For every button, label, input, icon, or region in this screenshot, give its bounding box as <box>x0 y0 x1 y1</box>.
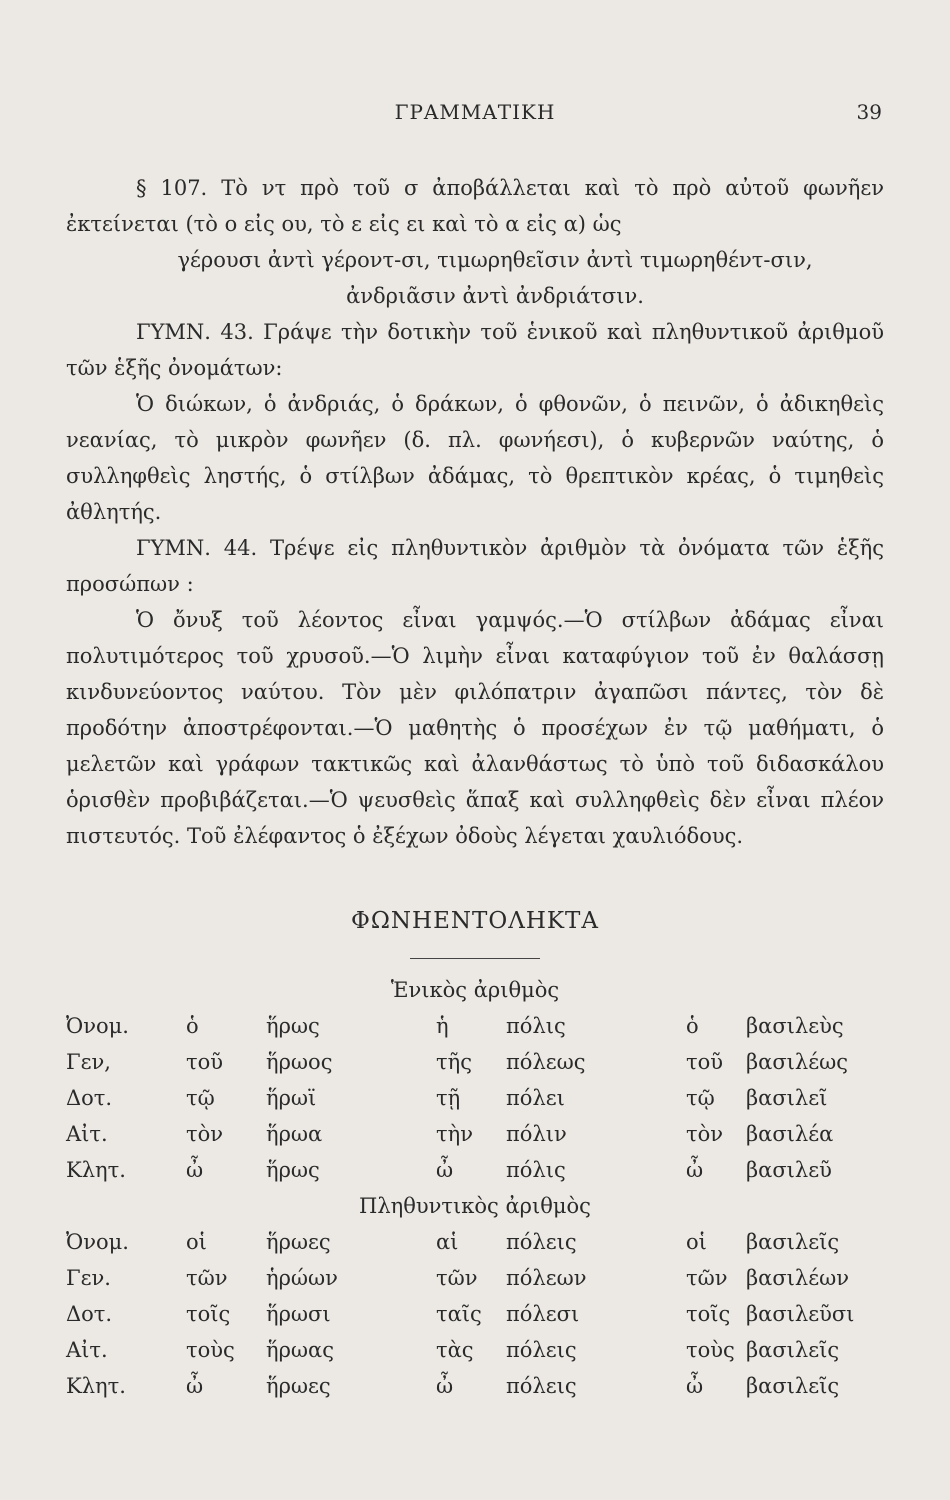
case-label: Ὀνομ. <box>66 1230 129 1254</box>
declension-form: ἥρωϊ <box>266 1086 317 1110</box>
example-line: ἀνδριᾶσιν ἀντὶ ἀνδριάτσιν. <box>346 284 644 308</box>
running-title: ΓΡΑΜΜΑΤΙΚΗ <box>394 100 556 124</box>
declension-form: πόλις <box>506 1158 566 1182</box>
declension-row <box>66 1086 896 1122</box>
declension-form: βασιλεῖς <box>746 1338 840 1362</box>
declension-form: ταῖς <box>436 1302 482 1326</box>
declension-form: ἥρωας <box>266 1338 334 1362</box>
declension-form: ὦ <box>186 1374 204 1398</box>
declension-form: ὦ <box>686 1158 704 1182</box>
title-rule <box>410 958 540 959</box>
case-label: Δοτ. <box>66 1086 113 1110</box>
case-label: Γεν, <box>66 1050 111 1074</box>
declension-form: πόλεσι <box>506 1302 580 1326</box>
rule-107-paragraph: § 107. Τὸ ντ πρὸ τοῦ σ ἀποβάλλεται καὶ τὸ πρὸ αὐτοῦ φωνῆεν ἐκτείνεται (τὸ ο εἰς ου, τὸ ε εἰς ει καὶ τὸ α εἰς α) ὡς <box>66 176 884 236</box>
declension-form: βασιλεῦσι <box>746 1302 855 1326</box>
declension-form: ἥρωες <box>266 1374 331 1398</box>
declension-form: ὦ <box>436 1158 454 1182</box>
declension-form: οἱ <box>686 1230 707 1254</box>
declension-form: ὦ <box>686 1374 704 1398</box>
declension-row <box>66 1122 896 1158</box>
declension-form: ὦ <box>436 1374 454 1398</box>
section-title: ΦΩΝΗΕΝΤΟΛΗΚΤΑ <box>350 908 600 934</box>
declension-form: τὸν <box>186 1122 224 1146</box>
declension-form: τῷ <box>686 1086 715 1110</box>
declension-row <box>66 1158 896 1194</box>
declension-form: βασιλέων <box>746 1266 849 1290</box>
declension-form: ὁ <box>686 1014 699 1038</box>
declension-form: πόλεις <box>506 1374 577 1398</box>
declension-row <box>66 1266 896 1302</box>
case-label: Αἰτ. <box>66 1338 108 1362</box>
plural-declension-table <box>66 1230 896 1410</box>
declension-form: βασιλεῖς <box>746 1230 840 1254</box>
declension-form: πόλεις <box>506 1338 577 1362</box>
declension-form: αἱ <box>436 1230 459 1254</box>
declension-row <box>66 1302 896 1338</box>
case-label: Ὀνομ. <box>66 1014 129 1038</box>
declension-form: τῶν <box>686 1266 728 1290</box>
declension-form: τὸν <box>686 1122 724 1146</box>
singular-heading: Ἑνικὸς ἀριθμὸς <box>390 978 560 1002</box>
case-label: Κλητ. <box>66 1158 126 1182</box>
declension-form: τῷ <box>186 1086 215 1110</box>
exercise-44-heading: ΓΥΜΝ. 44. Τρέψε εἰς πληθυντικὸν ἀριθμὸν τὰ ὀνόματα τῶν ἑξῆς προσώπων : <box>66 536 884 596</box>
exercise-44-body: Ὁ ὄνυξ τοῦ λέοντος εἶναι γαμψός.—Ὁ στίλβων ἀδάμας εἶναι πολυτιμότερος τοῦ χρυσοῦ.—Ὁ λιμὴν εἶναι καταφύγιον τοῦ ἐν θαλάσσῃ κινδυνεύοντος ναύτου. Τὸν μὲν φιλόπατριν ἀγαπῶσι πάντες, τὸν δὲ προδότην ἀποστρέφονται.—Ὁ μαθητὴς ὁ προσέχων ἐν τῷ μαθήματι, ὁ μελετῶν καὶ γράφων τακτικῶς καὶ ἀλανθάστως τὸ ὑπὸ τοῦ διδασκάλου ὁρισθὲν προβιβάζεται.—Ὁ ψευσθεὶς ἅπαξ καὶ συλληφθεὶς δὲν εἶναι πλέον πιστευτός. Τοῦ ἐλέφαντος ὁ ἐξέχων ὀδοὺς λέγεται χαυλιόδους. <box>66 608 884 848</box>
declension-form: βασιλέως <box>746 1050 848 1074</box>
example-block <box>66 242 884 314</box>
declension-form: ἥρωα <box>266 1122 323 1146</box>
case-label: Γεν. <box>66 1266 111 1290</box>
declension-form: οἱ <box>186 1230 207 1254</box>
example-line: γέρουσι ἀντὶ γέροντ-σι, τιμωρηθεῖσιν ἀντὶ τιμωρηθέντ-σιν, <box>177 248 813 272</box>
declension-form: ἡρώων <box>266 1266 338 1290</box>
declension-form: ἥρως <box>266 1158 320 1182</box>
declension-form: βασιλεῖ <box>746 1086 828 1110</box>
declension-form: τοῖς <box>686 1302 731 1326</box>
declension-form: πόλει <box>506 1086 565 1110</box>
declension-form: τοῦ <box>186 1050 224 1074</box>
declension-form: πόλιν <box>506 1122 567 1146</box>
declension-form: τοὺς <box>186 1338 235 1362</box>
declension-form: ἡ <box>436 1014 449 1038</box>
exercise-43-heading: ΓΥΜΝ. 43. Γράψε τὴν δοτικὴν τοῦ ἑνικοῦ καὶ πληθυντικοῦ ἀριθμοῦ τῶν ἑξῆς ὀνομάτων: <box>66 320 884 380</box>
declension-form: τὴν <box>436 1122 473 1146</box>
declension-form: ὁ <box>186 1014 199 1038</box>
declension-form: ἥρωες <box>266 1230 331 1254</box>
case-label: Κλητ. <box>66 1374 126 1398</box>
declension-row <box>66 1374 896 1410</box>
declension-form: ἥρωσι <box>266 1302 331 1326</box>
declension-form: βασιλέα <box>746 1122 834 1146</box>
declension-form: τῇ <box>436 1086 461 1110</box>
declension-row <box>66 1014 896 1050</box>
declension-form: ὦ <box>186 1158 204 1182</box>
declension-row <box>66 1338 896 1374</box>
declension-row <box>66 1050 896 1086</box>
declension-form: τοῖς <box>186 1302 231 1326</box>
body-text <box>66 170 884 854</box>
declension-form: τὰς <box>436 1338 474 1362</box>
declension-form: πόλις <box>506 1014 566 1038</box>
declension-form: πόλεις <box>506 1230 577 1254</box>
declension-form: ἥρως <box>266 1014 320 1038</box>
declension-form: τῶν <box>186 1266 228 1290</box>
declension-form: πόλεως <box>506 1050 586 1074</box>
page-header <box>0 100 950 132</box>
declension-form: τοῦ <box>686 1050 724 1074</box>
declension-form: βασιλεῦ <box>746 1158 832 1182</box>
declension-row <box>66 1230 896 1266</box>
declension-form: πόλεων <box>506 1266 587 1290</box>
declension-form: τῆς <box>436 1050 472 1074</box>
declension-form: τῶν <box>436 1266 478 1290</box>
declension-form: βασιλεὺς <box>746 1014 844 1038</box>
declension-form: ἥρωος <box>266 1050 333 1074</box>
declension-form: βασιλεῖς <box>746 1374 840 1398</box>
exercise-43-body: Ὁ διώκων, ὁ ἀνδριάς, ὁ δράκων, ὁ φθονῶν, ὁ πεινῶν, ὁ ἀδικηθεὶς νεανίας, τὸ μικρὸν φωνῆεν (δ. πλ. φωνήεσι), ὁ κυβερνῶν ναύτης, ὁ συλληφθεὶς ληστής, ὁ στίλβων ἀδάμας, τὸ θρεπτικὸν κρέας, ὁ τιμηθεὶς ἀθλητής. <box>66 392 884 524</box>
declension-form: τοὺς <box>686 1338 735 1362</box>
case-label: Αἰτ. <box>66 1122 108 1146</box>
plural-heading: Πληθυντικὸς ἀριθμὸς <box>359 1194 591 1218</box>
singular-declension-table <box>66 1014 896 1194</box>
case-label: Δοτ. <box>66 1302 113 1326</box>
page-number: 39 <box>856 100 882 124</box>
